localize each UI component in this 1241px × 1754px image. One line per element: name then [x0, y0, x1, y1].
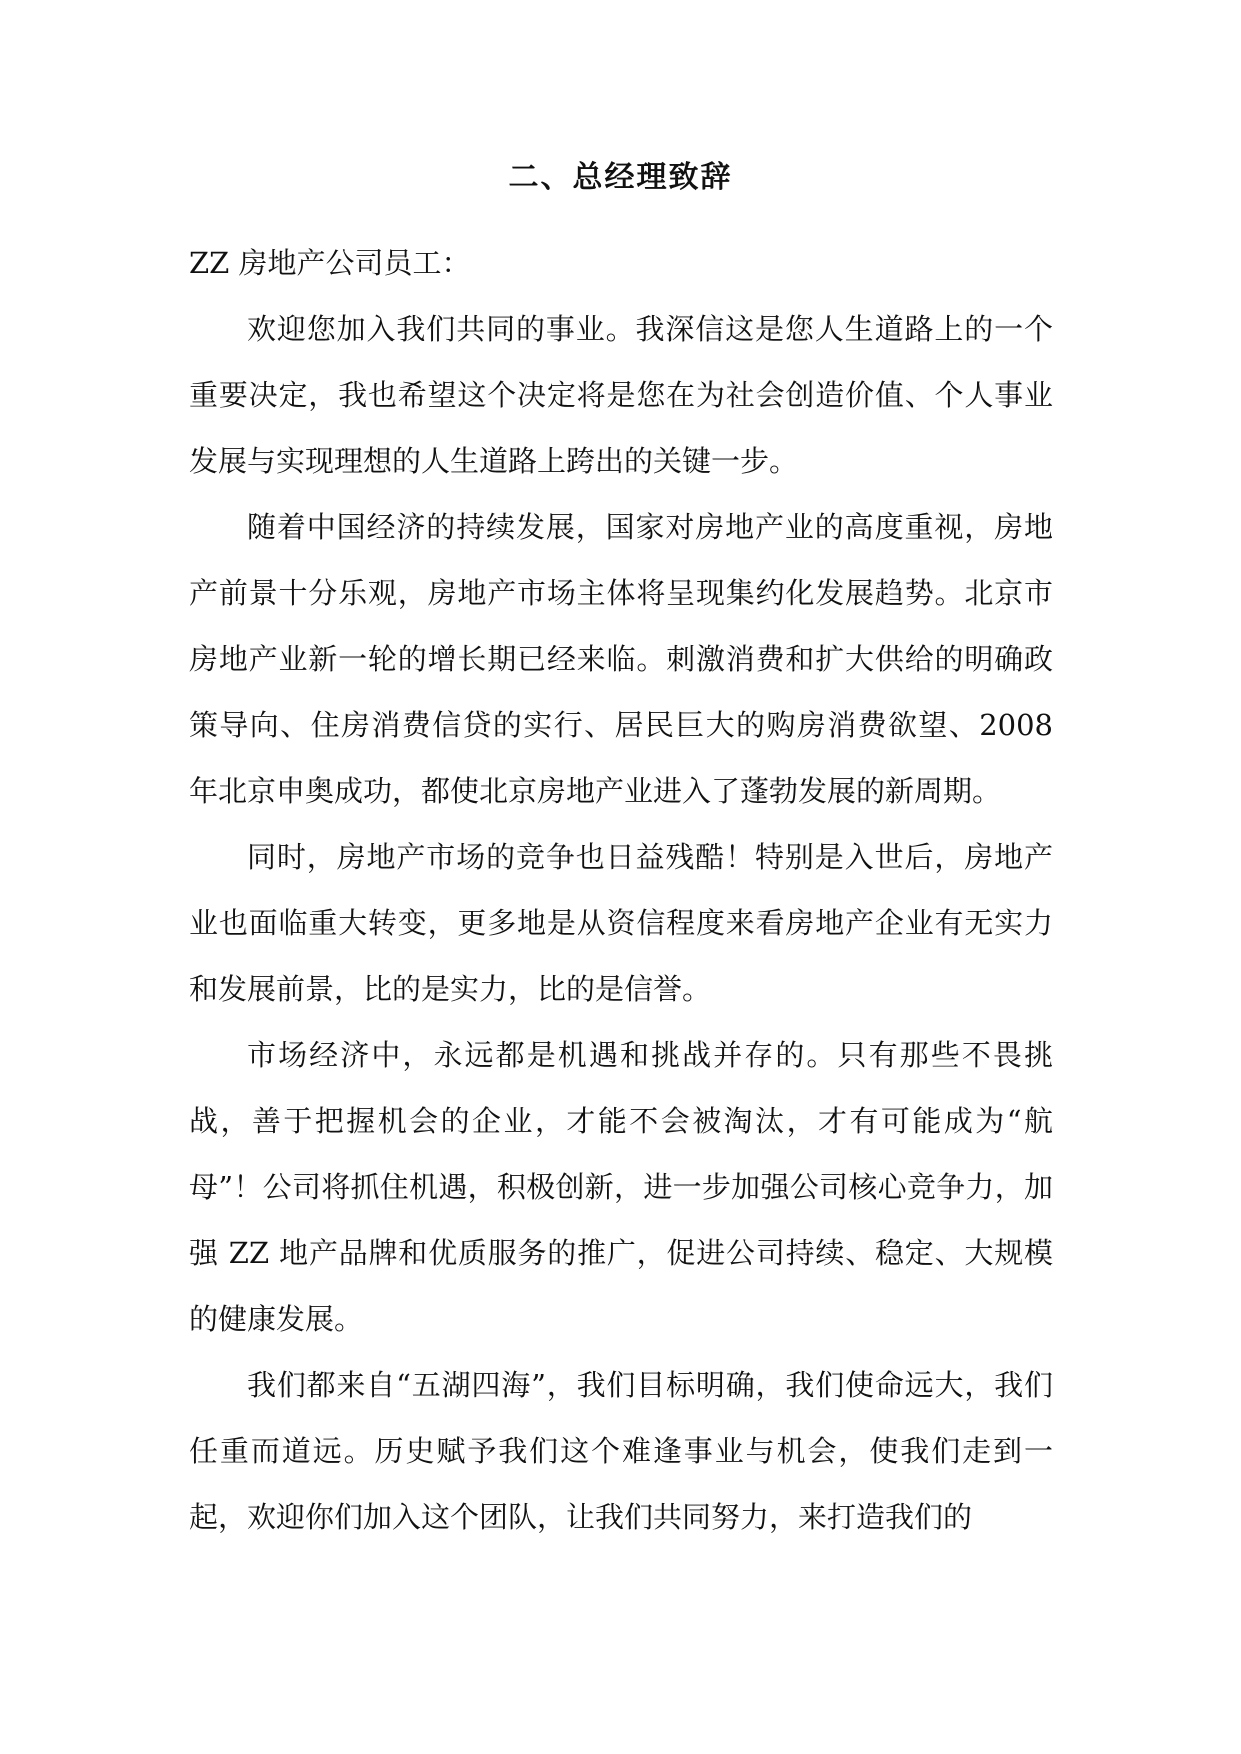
page-title: 二、总经理致辞 [508, 160, 733, 195]
paragraph-opportunity: 市场经济中，永远都是机遇和挑战并存的。只有那些不畏挑战，善于把握机会的企业，才能不会被淘汰，才有可能成为“航母”！公司将抓住机遇，积极创新，进一步加强公司核心竞争力，加强 ZZ 地产品牌和优质服务的推广，促进公司持续、稳定、大规模的健康发展。 [189, 1038, 1053, 1336]
paragraph-competition: 同时，房地产市场的竞争也日益残酷！特别是入世后，房地产业也面临重大转变，更多地是从资信程度来看房地产企业有无实力和发展前景，比的是实力，比的是信誉。 [189, 840, 1053, 1006]
paragraph-market-outlook: 随着中国经济的持续发展，国家对房地产业的高度重视，房地产前景十分乐观，房地产市场主体将呈现集约化发展趋势。北京市房地产业新一轮的增长期已经来临。刺激消费和扩大供给的明确政策导向、住房消费信贷的实行、居民巨大的购房消费欲望、2008 年北京申奥成功，都使北京房地产业进入了蓬勃发展的新周期。 [189, 510, 1053, 808]
document-body [189, 230, 1053, 1550]
paragraph-team: 我们都来自“五湖四海”，我们目标明确，我们使命远大，我们任重而道远。历史赋予我们这个难逢事业与机会，使我们走到一起，欢迎你们加入这个团队，让我们共同努力，来打造我们的 [189, 1368, 1053, 1534]
paragraph-welcome: 欢迎您加入我们共同的事业。我深信这是您人生道路上的一个重要决定，我也希望这个决定将是您在为社会创造价值、个人事业发展与实现理想的人生道路上跨出的关键一步。 [189, 312, 1053, 478]
salutation: ZZ 房地产公司员工： [189, 246, 471, 280]
